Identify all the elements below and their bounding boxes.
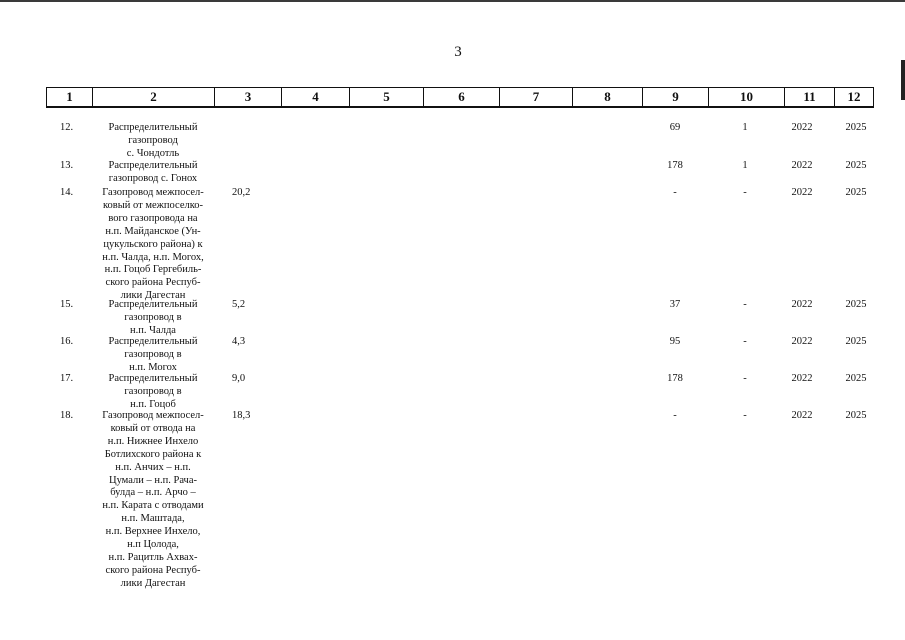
object-name-line: Распределительный (108, 336, 198, 347)
end-year: 2025 (845, 299, 867, 310)
row-number: 18. (60, 410, 74, 421)
object-name-line: н.п. Могох (129, 361, 177, 373)
header-col-6: 6 (424, 88, 500, 106)
col-9-value: 69 (669, 122, 681, 133)
header-col-8: 8 (573, 88, 643, 106)
object-name-line: н.п. Нижнее Инхело (107, 435, 199, 447)
object-name-line: Газопровод межпосел- (102, 410, 204, 421)
header-col-1: 1 (47, 88, 93, 106)
object-name-line: газопровод в (124, 385, 182, 397)
object-name-line: вого газопровода на (108, 212, 198, 224)
end-year: 2025 (845, 373, 867, 384)
object-name-line: цукульского района) к (103, 238, 203, 250)
header-col-11: 11 (785, 88, 835, 106)
col-10-value: - (743, 299, 747, 310)
object-name (92, 373, 214, 412)
col-10-value: 1 (742, 122, 748, 133)
header-col-5: 5 (350, 88, 424, 106)
start-year: 2022 (791, 336, 813, 347)
col-10-value: - (743, 410, 747, 421)
scan-right-edge (901, 60, 905, 100)
object-name (92, 122, 214, 161)
object-name-line: ского района Респуб- (105, 277, 201, 289)
object-name-line: н.п. Верхнее Инхело, (105, 526, 201, 538)
object-name (92, 336, 214, 375)
end-year: 2025 (845, 410, 867, 421)
row-number: 16. (60, 336, 74, 347)
object-name-line: Распределительный (108, 373, 198, 384)
object-name (92, 160, 214, 186)
end-year: 2025 (845, 187, 867, 198)
object-name-line: лики Дагестан (120, 577, 186, 589)
object-name-line: газопровод с. Гонох (108, 172, 198, 184)
object-name-line: газопровод (128, 134, 178, 146)
header-col-12: 12 (847, 89, 861, 104)
end-year: 2025 (845, 122, 867, 133)
object-name-line: ковый от межпоселко- (102, 199, 204, 211)
end-year: 2025 (845, 160, 867, 171)
object-name (92, 187, 214, 303)
object-name-line: н.п Цолода, (127, 539, 179, 551)
col-9-value: 95 (669, 336, 681, 347)
object-name-line: Газопровод межпосел- (102, 187, 204, 198)
row-number: 13. (60, 160, 74, 171)
object-name-line: н.п. Анчих – н.п. (115, 461, 191, 473)
header-col-9: 9 (643, 88, 709, 106)
object-name-line: ского района Респуб- (105, 564, 201, 576)
object-name-line: н.п. Чалда, н.п. Могох, (102, 251, 204, 263)
row-number: 15. (60, 299, 74, 310)
object-name-line: лики Дагестан (120, 290, 186, 302)
object-name (92, 410, 214, 591)
col-10-value: 1 (742, 160, 748, 171)
start-year: 2022 (791, 373, 813, 384)
col-9-value: - (673, 410, 677, 421)
row-number: 17. (60, 373, 74, 384)
object-name-line: н.п. Майданское (Ун- (105, 225, 201, 237)
object-name-line: с. Чондотль (126, 147, 180, 159)
object-name-line: ковый от отвода на (110, 422, 196, 434)
object-name-line: булда – н.п. Арчо – (110, 487, 196, 499)
object-name (92, 299, 214, 338)
start-year: 2022 (791, 299, 813, 310)
start-year: 2022 (791, 187, 813, 198)
row-number: 12. (60, 122, 74, 133)
object-name-line: Распределительный (108, 299, 198, 310)
object-name-line: Ботлихского района к (104, 448, 202, 460)
object-name-line: Цумали – н.п. Рача- (108, 474, 197, 486)
object-name-line: Распределительный (108, 122, 198, 133)
scan-top-edge (0, 0, 905, 2)
table-header (46, 87, 874, 108)
col-10-value: - (743, 187, 747, 198)
object-name-line: н.п. Гоцоб Гергебиль- (104, 264, 202, 276)
header-col-7: 7 (500, 88, 573, 106)
object-name-line: н.п. Чалда (130, 324, 176, 336)
object-name-line: н.п. Маштада, (121, 513, 185, 525)
object-name-line: н.п. Карата с отводами (102, 500, 204, 512)
object-name-line: газопровод в (124, 348, 182, 360)
start-year: 2022 (791, 122, 813, 133)
object-name-line: н.п. Рацитль Ахвах- (108, 551, 198, 563)
col-9-value: - (673, 187, 677, 198)
header-col-2: 2 (93, 88, 215, 106)
col-9-value: 178 (667, 373, 683, 384)
object-name-line: н.п. Гоцоб (130, 398, 176, 410)
header-col-10: 10 (709, 88, 785, 106)
col-9-value: 37 (669, 299, 681, 310)
length-value: 9,0 (232, 373, 246, 384)
length-value: 4,3 (232, 336, 246, 347)
object-name-line: Распределительный (108, 160, 198, 171)
page-number: 3 (454, 44, 462, 60)
col-10-value: - (743, 336, 747, 347)
col-10-value: - (743, 373, 747, 384)
header-col-3: 3 (215, 88, 282, 106)
length-value: 20,2 (232, 187, 251, 198)
row-number: 14. (60, 187, 74, 198)
object-name-line: газопровод в (124, 311, 182, 323)
end-year: 2025 (845, 336, 867, 347)
start-year: 2022 (791, 410, 813, 421)
start-year: 2022 (791, 160, 813, 171)
length-value: 5,2 (232, 299, 246, 310)
length-value: 18,3 (232, 410, 251, 421)
header-col-4: 4 (282, 88, 350, 106)
col-9-value: 178 (667, 160, 683, 171)
